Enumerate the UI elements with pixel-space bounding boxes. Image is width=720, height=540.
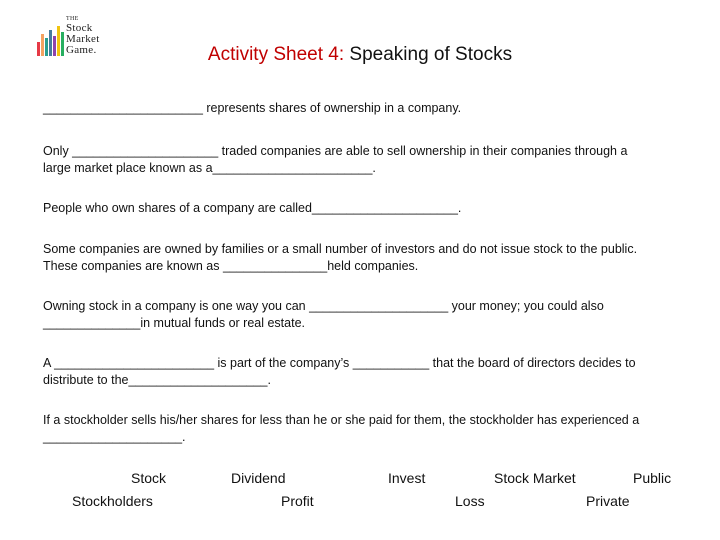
sentence-6: A _______________________ is part of the company’s ___________ that the board of directors decides to distribute to the____________________. <box>43 356 636 387</box>
page-title <box>0 44 720 66</box>
sentence-1: _______________________ represents shares of ownership in a company. <box>43 101 462 115</box>
logo-line-stock: Stock <box>66 22 93 34</box>
sentence-2: Only _____________________ traded companies are able to sell ownership in their companies through a large market place known as a_______________________. <box>43 144 628 175</box>
word-bank-stockholders: Stockholders <box>72 493 153 509</box>
word-bank-stock-market: Stock Market <box>494 470 576 486</box>
word-bank-loss: Loss <box>455 493 485 509</box>
logo-line-game: Game. <box>66 44 97 56</box>
word-bank-dividend: Dividend <box>231 470 286 486</box>
word-bank-profit: Profit <box>281 493 314 509</box>
sentence-3: People who own shares of a company are called_____________________. <box>43 201 462 215</box>
sentence-5: Owning stock in a company is one way you can ____________________ your money; you could also ______________in mutual funds or real estate. <box>43 299 604 330</box>
logo-line-market: Market <box>66 33 100 45</box>
sentence-4: Some companies are owned by families or a small number of investors and do not issue stock to the public. These companies are known as _______________held companies. <box>43 242 638 273</box>
word-bank-private: Private <box>586 493 630 509</box>
word-bank-stock: Stock <box>131 470 167 486</box>
word-bank-public: Public <box>633 470 672 486</box>
title-rest: Speaking of Stocks <box>344 44 513 65</box>
sentence-7: If a stockholder sells his/her shares for less than he or she paid for them, the stockholder has experienced a ____________________. <box>43 413 640 444</box>
word-bank-invest: Invest <box>388 470 426 486</box>
logo-the: THE <box>66 16 79 22</box>
title-prefix: Activity Sheet 4: <box>207 44 345 65</box>
